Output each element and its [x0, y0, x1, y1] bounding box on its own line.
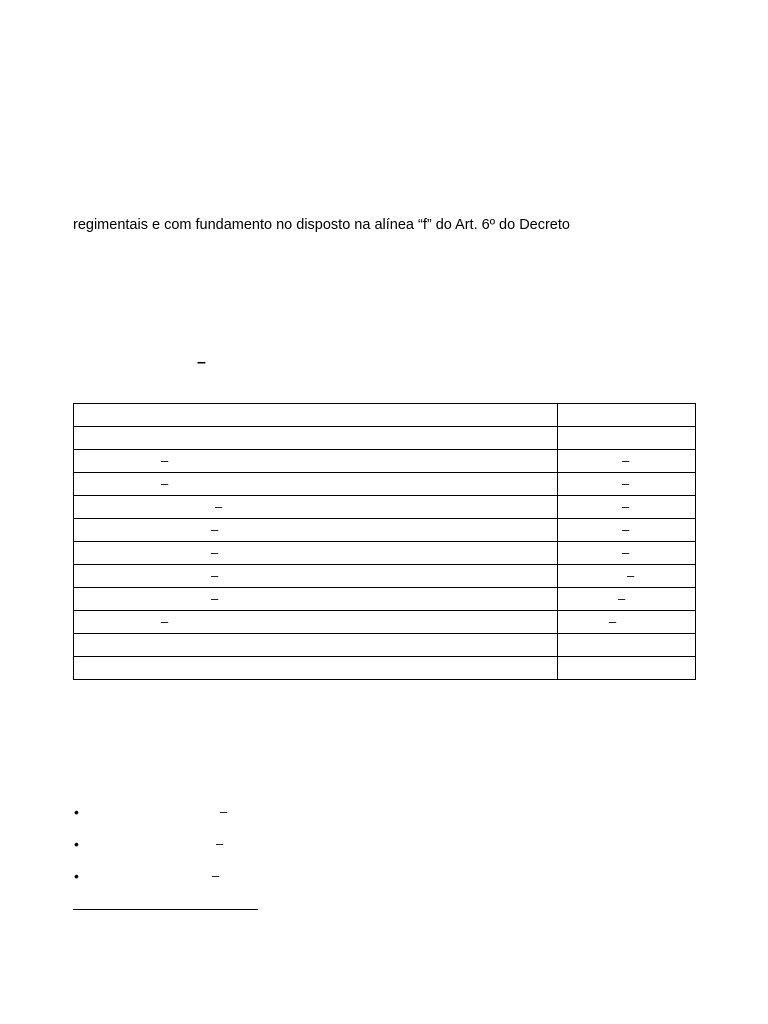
data-table — [73, 403, 696, 680]
cell-dash: – — [161, 614, 169, 629]
bullet-icon: • — [74, 804, 79, 820]
list-item — [73, 867, 373, 899]
cell-dash: – — [211, 522, 219, 537]
cell-dash: – — [211, 545, 219, 560]
table-cell-left — [74, 634, 558, 657]
table-row — [74, 611, 696, 634]
section-heading-dash: – — [197, 354, 206, 371]
table-row — [74, 450, 696, 473]
list-item — [73, 803, 373, 835]
table-row — [74, 565, 696, 588]
cell-dash: – — [627, 568, 635, 583]
table-cell-right — [558, 657, 696, 680]
cell-dash: – — [618, 591, 626, 606]
table-cell-right — [558, 565, 696, 588]
table-cell-right — [558, 496, 696, 519]
table-cell-right — [558, 611, 696, 634]
bullet-list — [73, 803, 373, 899]
table-cell-left — [74, 404, 558, 427]
table-cell-right — [558, 519, 696, 542]
bullet-icon: • — [74, 836, 79, 852]
table-row — [74, 519, 696, 542]
table-cell-right — [558, 404, 696, 427]
cell-dash: – — [622, 499, 630, 514]
table-row — [74, 542, 696, 565]
table-cell-left — [74, 496, 558, 519]
cell-dash: – — [622, 476, 630, 491]
table-row — [74, 427, 696, 450]
table-cell-right — [558, 634, 696, 657]
list-item-dash: – — [220, 804, 228, 819]
table-cell-right — [558, 588, 696, 611]
cell-dash: – — [622, 522, 630, 537]
cell-dash: – — [161, 476, 169, 491]
cell-dash: – — [211, 591, 219, 606]
table-cell-left — [74, 657, 558, 680]
list-item-dash: – — [216, 836, 224, 851]
cell-dash: – — [622, 453, 630, 468]
table-cell-left — [74, 542, 558, 565]
table-cell-right — [558, 427, 696, 450]
intro-text-line: regimentais e com fundamento no disposto na alínea “f” do Art. 6º do Decreto — [73, 217, 570, 233]
table-cell-right — [558, 450, 696, 473]
table-cell-left — [74, 427, 558, 450]
table-row — [74, 657, 696, 680]
cell-dash: – — [609, 614, 617, 629]
cell-dash: – — [622, 545, 630, 560]
table-cell-left — [74, 588, 558, 611]
cell-dash: – — [215, 499, 223, 514]
cell-dash: – — [211, 568, 219, 583]
table-cell-left — [74, 611, 558, 634]
table-cell-right — [558, 473, 696, 496]
table-cell-left — [74, 473, 558, 496]
table-cell-left — [74, 450, 558, 473]
table-row — [74, 404, 696, 427]
table-cell-left — [74, 565, 558, 588]
table-cell-left — [74, 519, 558, 542]
table-cell-right — [558, 542, 696, 565]
bullet-icon: • — [74, 868, 79, 884]
footnote-separator — [73, 909, 258, 910]
cell-dash: – — [161, 453, 169, 468]
list-item-dash: – — [212, 868, 220, 883]
table-row — [74, 496, 696, 519]
table-row — [74, 473, 696, 496]
table-row — [74, 588, 696, 611]
table-row — [74, 634, 696, 657]
list-item — [73, 835, 373, 867]
